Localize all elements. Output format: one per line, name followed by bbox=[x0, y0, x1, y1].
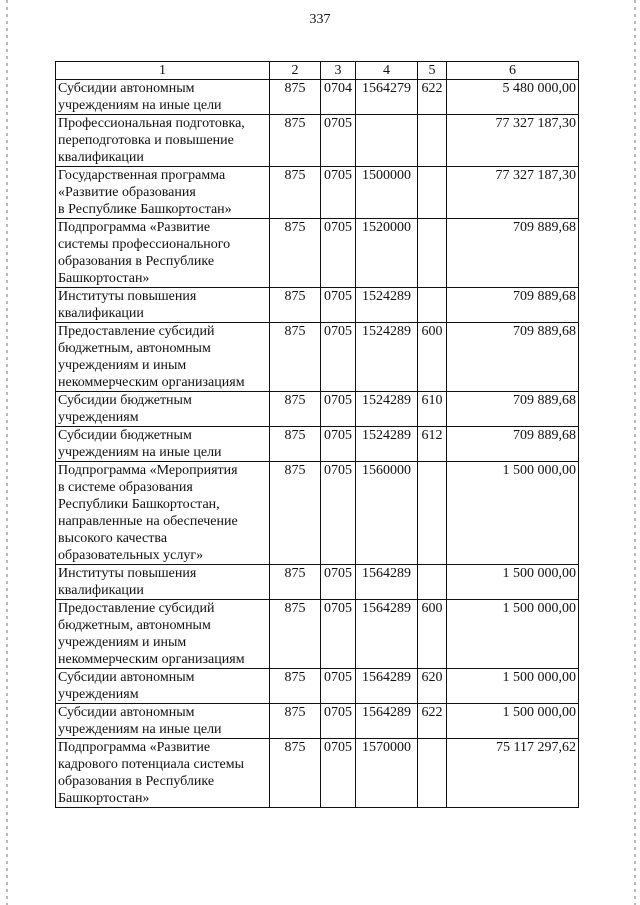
row-cs-cell: 1564289 bbox=[356, 600, 418, 669]
row-cs-cell: 1570000 bbox=[356, 739, 418, 808]
table-row bbox=[56, 739, 579, 808]
row-rz-cell: 0705 bbox=[321, 219, 356, 288]
row-sum-cell: 1 500 000,00 bbox=[447, 704, 579, 739]
row-sum-cell: 77 327 187,30 bbox=[447, 167, 579, 219]
row-cs-cell: 1524289 bbox=[356, 427, 418, 462]
row-rz-cell: 0704 bbox=[321, 80, 356, 115]
table-row bbox=[56, 288, 579, 323]
row-vr-cell bbox=[418, 115, 447, 167]
row-name-line: кадрового потенциала системы bbox=[58, 757, 245, 772]
row-sum-cell: 709 889,68 bbox=[447, 219, 579, 288]
row-name-line: некоммерческим организациям bbox=[58, 652, 245, 667]
row-name-cell bbox=[56, 167, 270, 219]
row-name-cell bbox=[56, 115, 270, 167]
table-row bbox=[56, 704, 579, 739]
row-vr-cell: 610 bbox=[418, 392, 447, 427]
row-vr-cell: 612 bbox=[418, 427, 447, 462]
row-cs-cell: 1500000 bbox=[356, 167, 418, 219]
row-vr-cell: 600 bbox=[418, 323, 447, 392]
row-cs-cell: 1524289 bbox=[356, 392, 418, 427]
header-col-1: 1 bbox=[56, 62, 270, 80]
row-vr-cell bbox=[418, 219, 447, 288]
table-header-row bbox=[56, 62, 579, 80]
row-vr-cell bbox=[418, 565, 447, 600]
row-name-cell bbox=[56, 80, 270, 115]
row-name-line: Республики Башкортостан, bbox=[58, 497, 220, 512]
table-row bbox=[56, 219, 579, 288]
row-ved-cell: 875 bbox=[270, 704, 321, 739]
row-name-line: направленные на обеспечение bbox=[58, 514, 238, 529]
row-name-line: Предоставление субсидий bbox=[58, 601, 215, 616]
row-cs-cell: 1564279 bbox=[356, 80, 418, 115]
row-sum-cell: 1 500 000,00 bbox=[447, 669, 579, 704]
row-sum-cell: 1 500 000,00 bbox=[447, 462, 579, 565]
row-name-line: Субсидии бюджетным bbox=[58, 393, 192, 408]
row-vr-cell: 622 bbox=[418, 80, 447, 115]
row-name-line: образовательных услуг» bbox=[58, 548, 204, 563]
row-vr-cell: 622 bbox=[418, 704, 447, 739]
row-vr-cell: 600 bbox=[418, 600, 447, 669]
row-name-line: «Развитие образования bbox=[58, 185, 196, 200]
row-rz-cell: 0705 bbox=[321, 739, 356, 808]
row-rz-cell: 0705 bbox=[321, 427, 356, 462]
row-cs-cell: 1560000 bbox=[356, 462, 418, 565]
scan-edge-right bbox=[634, 0, 636, 905]
row-sum-cell: 709 889,68 bbox=[447, 323, 579, 392]
row-name-cell bbox=[56, 565, 270, 600]
header-col-4: 4 bbox=[356, 62, 418, 80]
table-row bbox=[56, 462, 579, 565]
table-row bbox=[56, 600, 579, 669]
row-name-line: квалификации bbox=[58, 583, 144, 598]
row-rz-cell: 0705 bbox=[321, 565, 356, 600]
row-name-line: бюджетным, автономным bbox=[58, 341, 211, 356]
row-name-line: учреждениям на иные цели bbox=[58, 722, 222, 737]
row-sum-cell: 709 889,68 bbox=[447, 427, 579, 462]
table-row bbox=[56, 115, 579, 167]
row-name-line: Подпрограмма «Развитие bbox=[58, 740, 211, 755]
row-name-cell bbox=[56, 669, 270, 704]
row-vr-cell bbox=[418, 739, 447, 808]
table-row bbox=[56, 565, 579, 600]
row-name-line: образования в Республике bbox=[58, 774, 215, 789]
row-ved-cell: 875 bbox=[270, 115, 321, 167]
row-name-line: учреждениям bbox=[58, 410, 139, 425]
row-name-line: Субсидии автономным bbox=[58, 81, 195, 96]
header-col-5: 5 bbox=[418, 62, 447, 80]
row-name-line: системы профессионального bbox=[58, 237, 231, 252]
row-vr-cell bbox=[418, 288, 447, 323]
row-name-line: Институты повышения bbox=[58, 289, 197, 304]
scan-edge-left bbox=[6, 0, 8, 905]
row-name-cell bbox=[56, 392, 270, 427]
row-name-line: Башкортостан» bbox=[58, 271, 150, 286]
row-rz-cell: 0705 bbox=[321, 392, 356, 427]
row-name-line: учреждениям и иным bbox=[58, 358, 187, 373]
row-cs-cell: 1524289 bbox=[356, 323, 418, 392]
row-cs-cell: 1520000 bbox=[356, 219, 418, 288]
row-ved-cell: 875 bbox=[270, 739, 321, 808]
row-cs-cell: 1524289 bbox=[356, 288, 418, 323]
row-name-line: в Республике Башкортостан» bbox=[58, 202, 232, 217]
row-name-cell bbox=[56, 323, 270, 392]
row-ved-cell: 875 bbox=[270, 462, 321, 565]
row-name-line: Башкортостан» bbox=[58, 791, 150, 806]
row-ved-cell: 875 bbox=[270, 80, 321, 115]
row-name-line: Подпрограмма «Развитие bbox=[58, 220, 211, 235]
header-col-2: 2 bbox=[270, 62, 321, 80]
row-ved-cell: 875 bbox=[270, 167, 321, 219]
page-number: 337 bbox=[309, 12, 331, 27]
row-name-cell bbox=[56, 600, 270, 669]
row-name-line: учреждениям и иным bbox=[58, 635, 187, 650]
row-vr-cell: 620 bbox=[418, 669, 447, 704]
table-row bbox=[56, 427, 579, 462]
budget-table bbox=[55, 61, 579, 808]
table-row bbox=[56, 669, 579, 704]
row-ved-cell: 875 bbox=[270, 323, 321, 392]
row-ved-cell: 875 bbox=[270, 392, 321, 427]
table-row bbox=[56, 392, 579, 427]
row-vr-cell bbox=[418, 167, 447, 219]
header-col-6: 6 bbox=[447, 62, 579, 80]
row-name-line: Субсидии бюджетным bbox=[58, 428, 192, 443]
row-name-line: квалификации bbox=[58, 306, 144, 321]
row-ved-cell: 875 bbox=[270, 600, 321, 669]
row-name-cell bbox=[56, 704, 270, 739]
row-rz-cell: 0705 bbox=[321, 115, 356, 167]
row-name-line: в системе образования bbox=[58, 480, 193, 495]
row-sum-cell: 77 327 187,30 bbox=[447, 115, 579, 167]
row-name-line: учреждениям на иные цели bbox=[58, 98, 222, 113]
row-rz-cell: 0705 bbox=[321, 600, 356, 669]
row-name-line: бюджетным, автономным bbox=[58, 618, 211, 633]
row-name-line: некоммерческим организациям bbox=[58, 375, 245, 390]
row-rz-cell: 0705 bbox=[321, 669, 356, 704]
row-cs-cell: 1564289 bbox=[356, 704, 418, 739]
header-col-3: 3 bbox=[321, 62, 356, 80]
row-name-line: Подпрограмма «Мероприятия bbox=[58, 463, 238, 478]
row-name-line: Институты повышения bbox=[58, 566, 197, 581]
row-vr-cell bbox=[418, 462, 447, 565]
row-ved-cell: 875 bbox=[270, 219, 321, 288]
row-rz-cell: 0705 bbox=[321, 323, 356, 392]
row-name-line: учреждениям на иные цели bbox=[58, 445, 222, 460]
row-sum-cell: 709 889,68 bbox=[447, 288, 579, 323]
row-name-line: Государственная программа bbox=[58, 168, 226, 183]
row-name-line: образования в Республике bbox=[58, 254, 215, 269]
row-name-line: учреждениям bbox=[58, 687, 139, 702]
row-ved-cell: 875 bbox=[270, 288, 321, 323]
row-rz-cell: 0705 bbox=[321, 288, 356, 323]
table-row bbox=[56, 323, 579, 392]
row-name-line: Предоставление субсидий bbox=[58, 324, 215, 339]
table-row bbox=[56, 167, 579, 219]
row-ved-cell: 875 bbox=[270, 427, 321, 462]
row-sum-cell: 1 500 000,00 bbox=[447, 600, 579, 669]
row-cs-cell: 1564289 bbox=[356, 565, 418, 600]
row-cs-cell: 1564289 bbox=[356, 669, 418, 704]
row-sum-cell: 1 500 000,00 bbox=[447, 565, 579, 600]
table-row bbox=[56, 80, 579, 115]
row-name-cell bbox=[56, 288, 270, 323]
row-name-line: переподготовка и повышение bbox=[58, 133, 234, 148]
row-name-cell bbox=[56, 219, 270, 288]
row-name-cell bbox=[56, 739, 270, 808]
row-cs-cell bbox=[356, 115, 418, 167]
row-rz-cell: 0705 bbox=[321, 462, 356, 565]
row-sum-cell: 75 117 297,62 bbox=[447, 739, 579, 808]
row-ved-cell: 875 bbox=[270, 669, 321, 704]
row-name-line: Субсидии автономным bbox=[58, 705, 195, 720]
row-name-line: квалификации bbox=[58, 150, 144, 165]
row-name-line: Профессиональная подготовка, bbox=[58, 116, 245, 131]
row-name-cell bbox=[56, 462, 270, 565]
row-name-line: высокого качества bbox=[58, 531, 168, 546]
row-ved-cell: 875 bbox=[270, 565, 321, 600]
row-sum-cell: 709 889,68 bbox=[447, 392, 579, 427]
row-sum-cell: 5 480 000,00 bbox=[447, 80, 579, 115]
row-rz-cell: 0705 bbox=[321, 167, 356, 219]
row-name-line: Субсидии автономным bbox=[58, 670, 195, 685]
row-rz-cell: 0705 bbox=[321, 704, 356, 739]
row-name-cell bbox=[56, 427, 270, 462]
